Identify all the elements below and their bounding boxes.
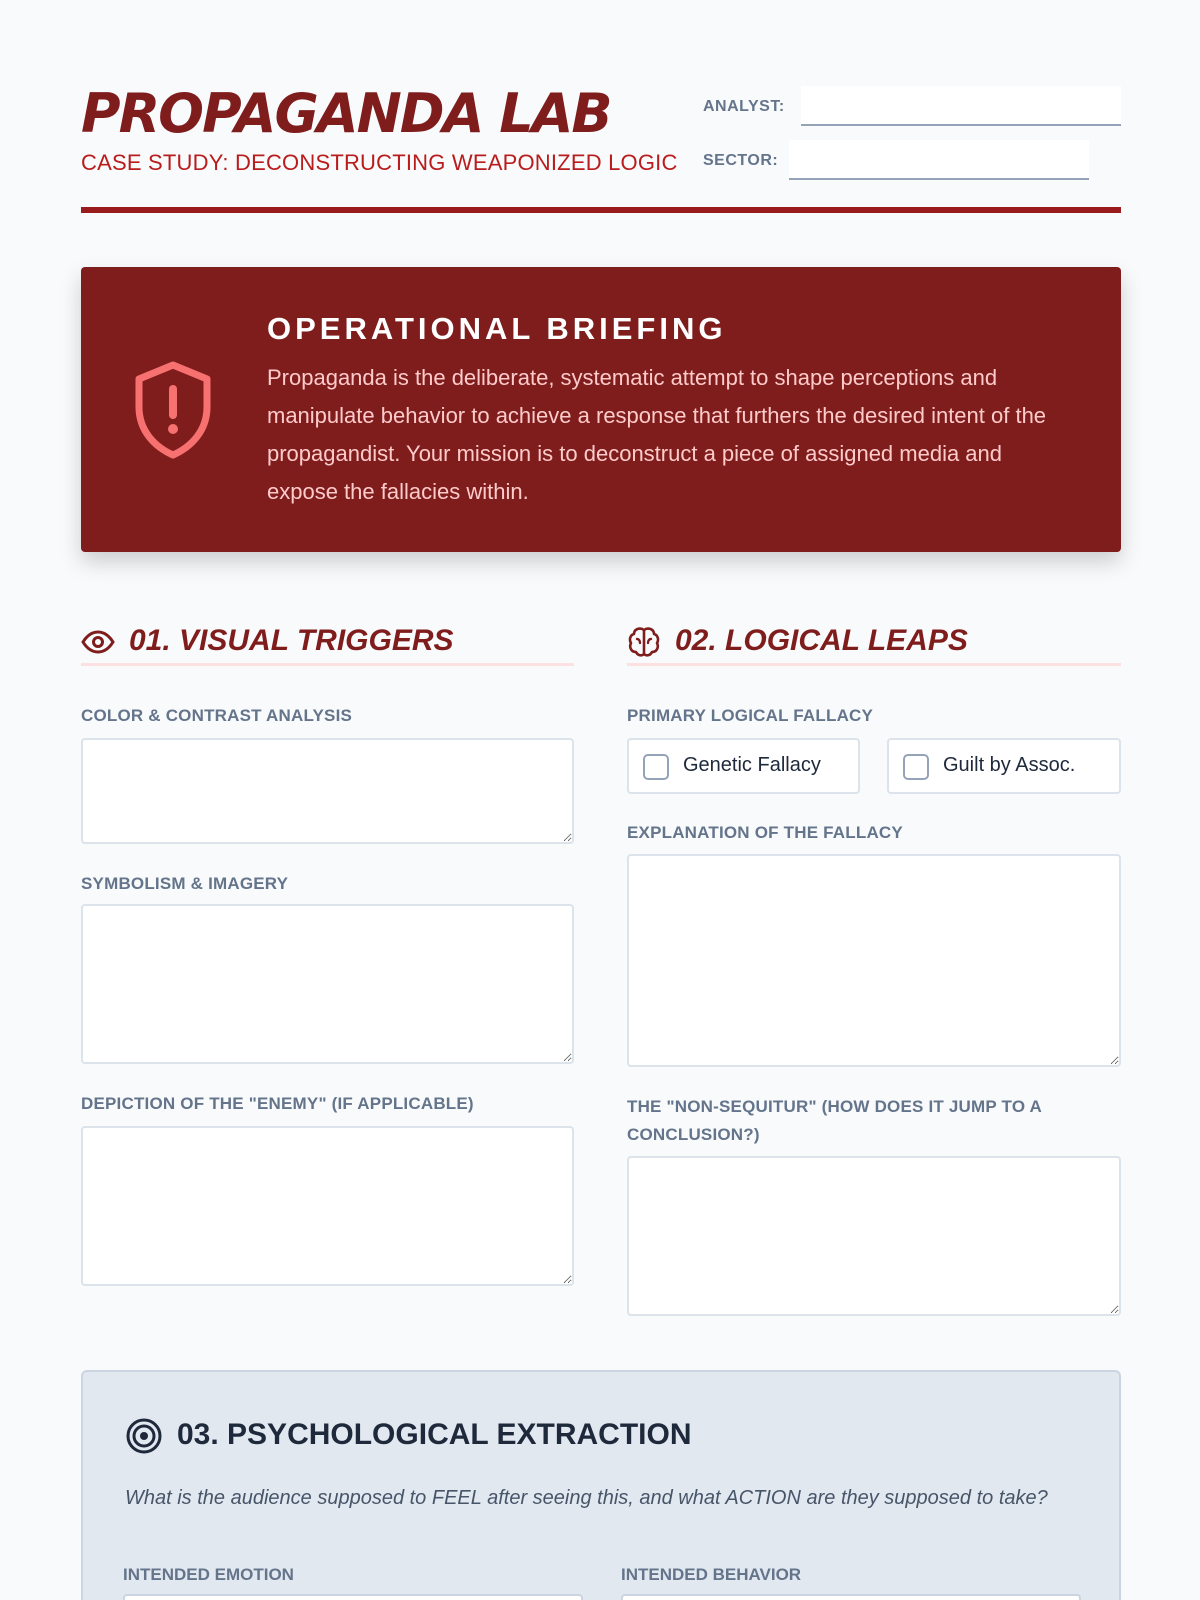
- eye-icon: [81, 625, 115, 659]
- header-divider: [81, 207, 1121, 213]
- analyst-input[interactable]: [801, 86, 1121, 126]
- fallacy-option-label: Guilt by Assoc.: [943, 754, 1076, 776]
- briefing-text: Propaganda is the deliberate, systematic attempt to shape perceptions and manipulate behavior to achieve a response that furthers the desired intent of the propagandist. Your mission is to deconstruct a piece of assigned media and expose the fallacies within.: [267, 365, 1047, 504]
- enemy-depiction-label: DEPICTION OF THE "ENEMY" (IF APPLICABLE): [81, 1094, 474, 1113]
- psychological-extraction-panel: [81, 1370, 1121, 1600]
- page-title: PROPAGANDA LAB: [81, 82, 611, 145]
- intended-emotion-input[interactable]: [123, 1594, 583, 1600]
- color-contrast-label: COLOR & CONTRAST ANALYSIS: [81, 706, 353, 725]
- non-sequitur-label: THE "NON-SEQUITUR" (HOW DOES IT JUMP TO A CONCLUSION?): [627, 1097, 1042, 1144]
- fallacy-explanation-label: EXPLANATION OF THE FALLACY: [627, 823, 903, 842]
- page-header: [81, 84, 1121, 214]
- intended-behavior-label: INTENDED BEHAVIOR: [621, 1565, 802, 1584]
- logical-leaps-title: 02. LOGICAL LEAPS: [675, 624, 968, 657]
- psychological-extraction-title: 03. PSYCHOLOGICAL EXTRACTION: [177, 1418, 692, 1451]
- fallacy-option-guilt-by-association[interactable]: [887, 738, 1121, 794]
- operational-briefing: [81, 267, 1121, 552]
- target-icon: [125, 1417, 163, 1455]
- fallacy-explanation-textarea[interactable]: [627, 854, 1121, 1067]
- sector-input[interactable]: [789, 140, 1089, 180]
- intended-emotion-label: INTENDED EMOTION: [123, 1565, 294, 1584]
- shield-alert-icon: [131, 359, 215, 459]
- intended-behavior-input[interactable]: [621, 1594, 1081, 1600]
- visual-triggers-title: 01. VISUAL TRIGGERS: [129, 624, 454, 657]
- symbolism-label: SYMBOLISM & IMAGERY: [81, 874, 289, 893]
- psychological-extraction-question: What is the audience supposed to FEEL after seeing this, and what ACTION are they supposed to take?: [125, 1487, 1048, 1509]
- color-contrast-textarea[interactable]: [81, 738, 574, 844]
- checkbox[interactable]: [643, 754, 669, 780]
- enemy-depiction-textarea[interactable]: [81, 1126, 574, 1286]
- page-subtitle: CASE STUDY: DECONSTRUCTING WEAPONIZED LOGIC: [81, 150, 678, 175]
- sector-label: SECTOR:: [703, 152, 779, 169]
- logical-leaps-header: [627, 620, 1121, 666]
- primary-fallacy-label: PRIMARY LOGICAL FALLACY: [627, 706, 874, 725]
- non-sequitur-textarea[interactable]: [627, 1156, 1121, 1316]
- briefing-title: OPERATIONAL BRIEFING: [267, 311, 727, 346]
- fallacy-option-genetic[interactable]: [627, 738, 860, 794]
- fallacy-option-label: Genetic Fallacy: [683, 754, 821, 776]
- visual-triggers-header: [81, 620, 574, 666]
- analyst-label: ANALYST:: [703, 98, 785, 115]
- checkbox[interactable]: [903, 754, 929, 780]
- brain-icon: [627, 625, 661, 659]
- symbolism-textarea[interactable]: [81, 904, 574, 1064]
